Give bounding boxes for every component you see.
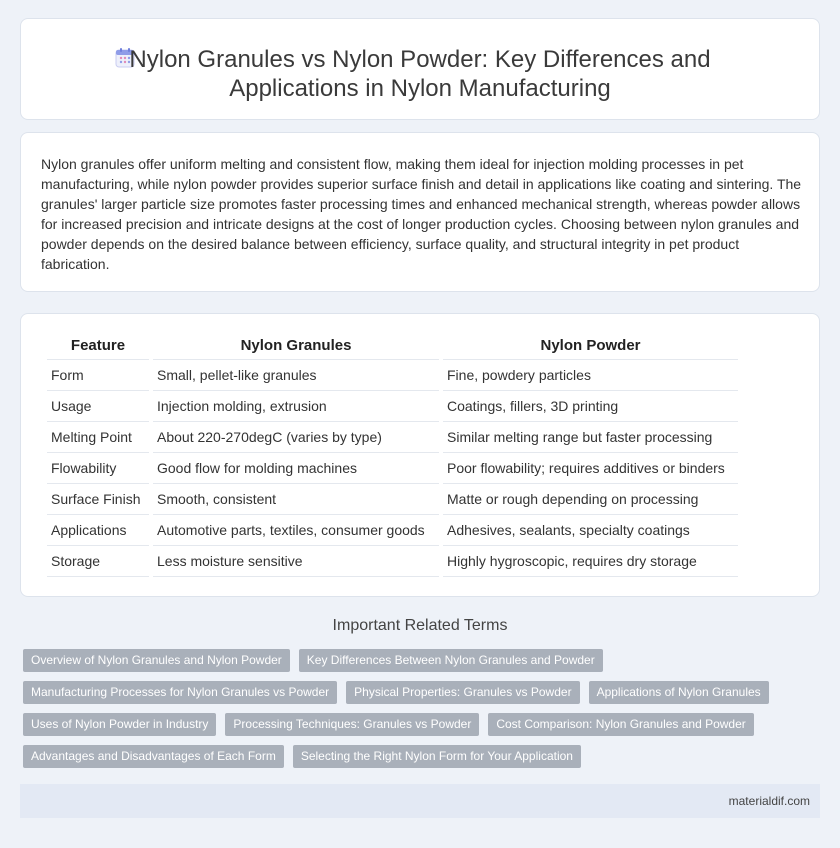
granules-cell: Injection molding, extrusion bbox=[153, 391, 439, 422]
related-terms-list bbox=[23, 649, 823, 777]
comparison-table bbox=[43, 332, 742, 577]
tag-row bbox=[23, 649, 823, 672]
powder-cell: Adhesives, sealants, specialty coatings bbox=[443, 515, 738, 546]
footer-site-link[interactable]: materialdif.com bbox=[728, 794, 810, 808]
title-card bbox=[20, 18, 820, 120]
powder-cell: Coatings, fillers, 3D printing bbox=[443, 391, 738, 422]
table-row bbox=[47, 515, 738, 546]
granules-cell: Smooth, consistent bbox=[153, 484, 439, 515]
granules-cell: About 220-270degC (varies by type) bbox=[153, 422, 439, 453]
summary-card bbox=[20, 132, 820, 292]
related-term-tag[interactable]: Key Differences Between Nylon Granules and Powder bbox=[299, 649, 603, 672]
header-nylon-granules: Nylon Granules bbox=[153, 332, 439, 360]
feature-cell: Form bbox=[47, 360, 149, 391]
powder-cell: Highly hygroscopic, requires dry storage bbox=[443, 546, 738, 577]
page-title-line-2: Applications in Nylon Manufacturing bbox=[229, 75, 611, 102]
table-row bbox=[47, 391, 738, 422]
granules-cell: Automotive parts, textiles, consumer goods bbox=[153, 515, 439, 546]
table-row bbox=[47, 484, 738, 515]
tag-row bbox=[23, 681, 823, 704]
feature-cell: Applications bbox=[47, 515, 149, 546]
related-term-tag[interactable]: Physical Properties: Granules vs Powder bbox=[346, 681, 579, 704]
summary-text: Nylon granules offer uniform melting and consistent flow, making them ideal for injection molding processes in pet manufacturing, while nylon powder provides superior surface finish and detail in applications like coating and sintering. The granules' larger particle size promotes faster processing times and enhanced mechanical strength, whereas powder allows for increased precision and intricate designs at the cost of longer production cycles. Choosing between nylon granules and powder depends on the desired balance between efficiency, surface quality, and structural integrity in pet product fabrication. bbox=[41, 156, 802, 272]
related-term-tag[interactable]: Manufacturing Processes for Nylon Granules vs Powder bbox=[23, 681, 337, 704]
related-term-tag[interactable]: Overview of Nylon Granules and Nylon Powder bbox=[23, 649, 290, 672]
tag-row bbox=[23, 713, 823, 736]
feature-cell: Melting Point bbox=[47, 422, 149, 453]
comparison-table-card bbox=[20, 313, 820, 597]
header-feature: Feature bbox=[47, 332, 149, 360]
table-row bbox=[47, 360, 738, 391]
related-terms-heading: Important Related Terms bbox=[332, 617, 508, 634]
powder-cell: Matte or rough depending on processing bbox=[443, 484, 738, 515]
feature-cell: Flowability bbox=[47, 453, 149, 484]
granules-cell: Small, pellet-like granules bbox=[153, 360, 439, 391]
powder-cell: Fine, powdery particles bbox=[443, 360, 738, 391]
table-header-row bbox=[47, 332, 738, 360]
header-nylon-powder: Nylon Powder bbox=[443, 332, 738, 360]
table-row bbox=[47, 546, 738, 577]
footer bbox=[20, 784, 820, 818]
related-term-tag[interactable]: Advantages and Disadvantages of Each Form bbox=[23, 745, 284, 768]
granules-cell: Good flow for molding machines bbox=[153, 453, 439, 484]
table-row bbox=[47, 422, 738, 453]
related-term-tag[interactable]: Processing Techniques: Granules vs Powder bbox=[225, 713, 479, 736]
powder-cell: Poor flowability; requires additives or binders bbox=[443, 453, 738, 484]
tag-row bbox=[23, 745, 823, 768]
feature-cell: Usage bbox=[47, 391, 149, 422]
page-title-line-1: Nylon Granules vs Nylon Powder: Key Differences and bbox=[129, 46, 711, 73]
related-term-tag[interactable]: Selecting the Right Nylon Form for Your Application bbox=[293, 745, 581, 768]
related-term-tag[interactable]: Applications of Nylon Granules bbox=[589, 681, 769, 704]
granules-cell: Less moisture sensitive bbox=[153, 546, 439, 577]
related-term-tag[interactable]: Uses of Nylon Powder in Industry bbox=[23, 713, 216, 736]
feature-cell: Surface Finish bbox=[47, 484, 149, 515]
table-row bbox=[47, 453, 738, 484]
powder-cell: Similar melting range but faster processing bbox=[443, 422, 738, 453]
feature-cell: Storage bbox=[47, 546, 149, 577]
page-title bbox=[21, 45, 819, 103]
related-term-tag[interactable]: Cost Comparison: Nylon Granules and Powder bbox=[488, 713, 753, 736]
